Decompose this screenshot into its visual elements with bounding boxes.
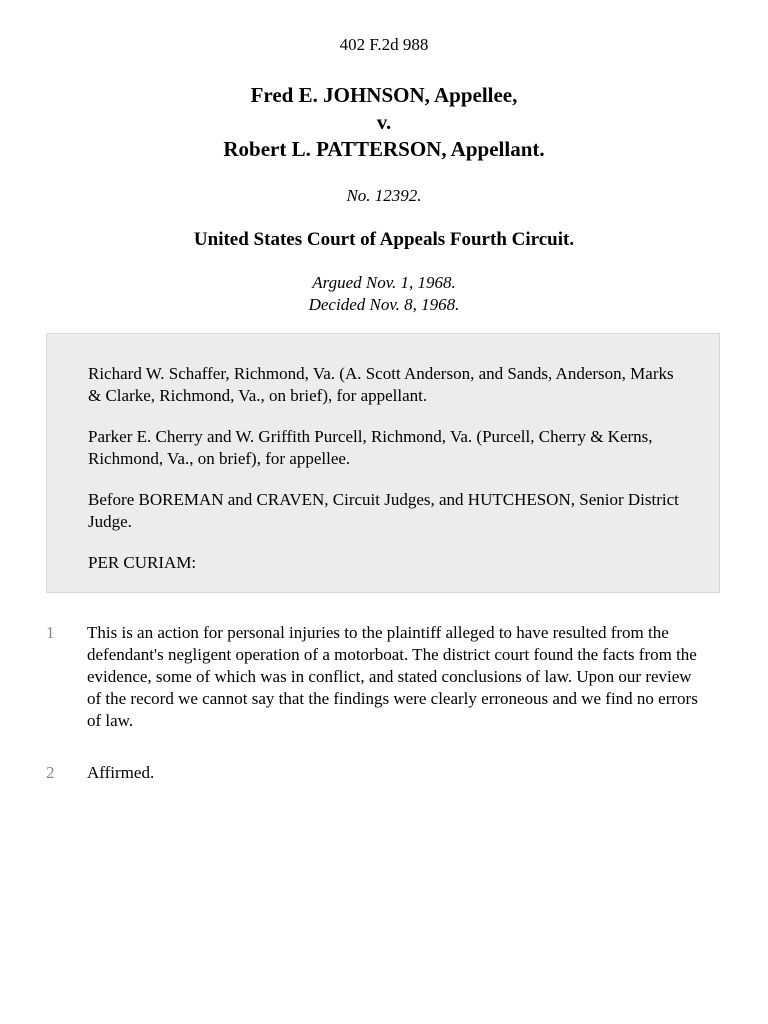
paragraph-text: Affirmed.	[87, 763, 155, 782]
appellant-line: Robert L. PATTERSON, Appellant.	[223, 137, 545, 161]
decided-date: Decided Nov. 8, 1968.	[308, 295, 460, 314]
paragraph-number: 1	[46, 623, 55, 642]
versus-line: v.	[376, 110, 392, 134]
counsel-appellant: Richard W. Schaffer, Richmond, Va. (A. Scott Anderson, and Sands, Anderson, Marks & Clarke, Richmond, Va., on brief), for appellant.	[88, 364, 674, 405]
argued-date: Argued Nov. 1, 1968.	[312, 273, 456, 292]
per-curiam-label: PER CURIAM:	[88, 553, 197, 572]
case-citation: 402 F.2d 988	[339, 35, 429, 54]
judicial-panel: Before BOREMAN and CRAVEN, Circuit Judges, and HUTCHESON, Senior District Judge.	[88, 490, 679, 531]
headnote-box	[46, 333, 720, 593]
case-dates	[0, 272, 768, 316]
docket-number: No. 12392.	[346, 186, 422, 205]
court-name: United States Court of Appeals Fourth Circuit.	[193, 229, 575, 250]
paragraph-number: 2	[46, 763, 55, 782]
counsel-appellee: Parker E. Cherry and W. Griffith Purcell, Richmond, Va. (Purcell, Cherry & Kerns, Richmond, Va., on brief), for appellee.	[88, 427, 653, 468]
case-parties	[0, 82, 768, 163]
appellee-line: Fred E. JOHNSON, Appellee,	[250, 83, 518, 107]
paragraph-text: This is an action for personal injuries to the plaintiff alleged to have resulted from the defendant's negligent operation of a motorboat. The district court found the facts from the evidence, some of which was in conflict, and stated conclusions of law. Upon our review of the record we cannot say that the findings were clearly erroneous and we find no errors of law.	[87, 623, 698, 730]
